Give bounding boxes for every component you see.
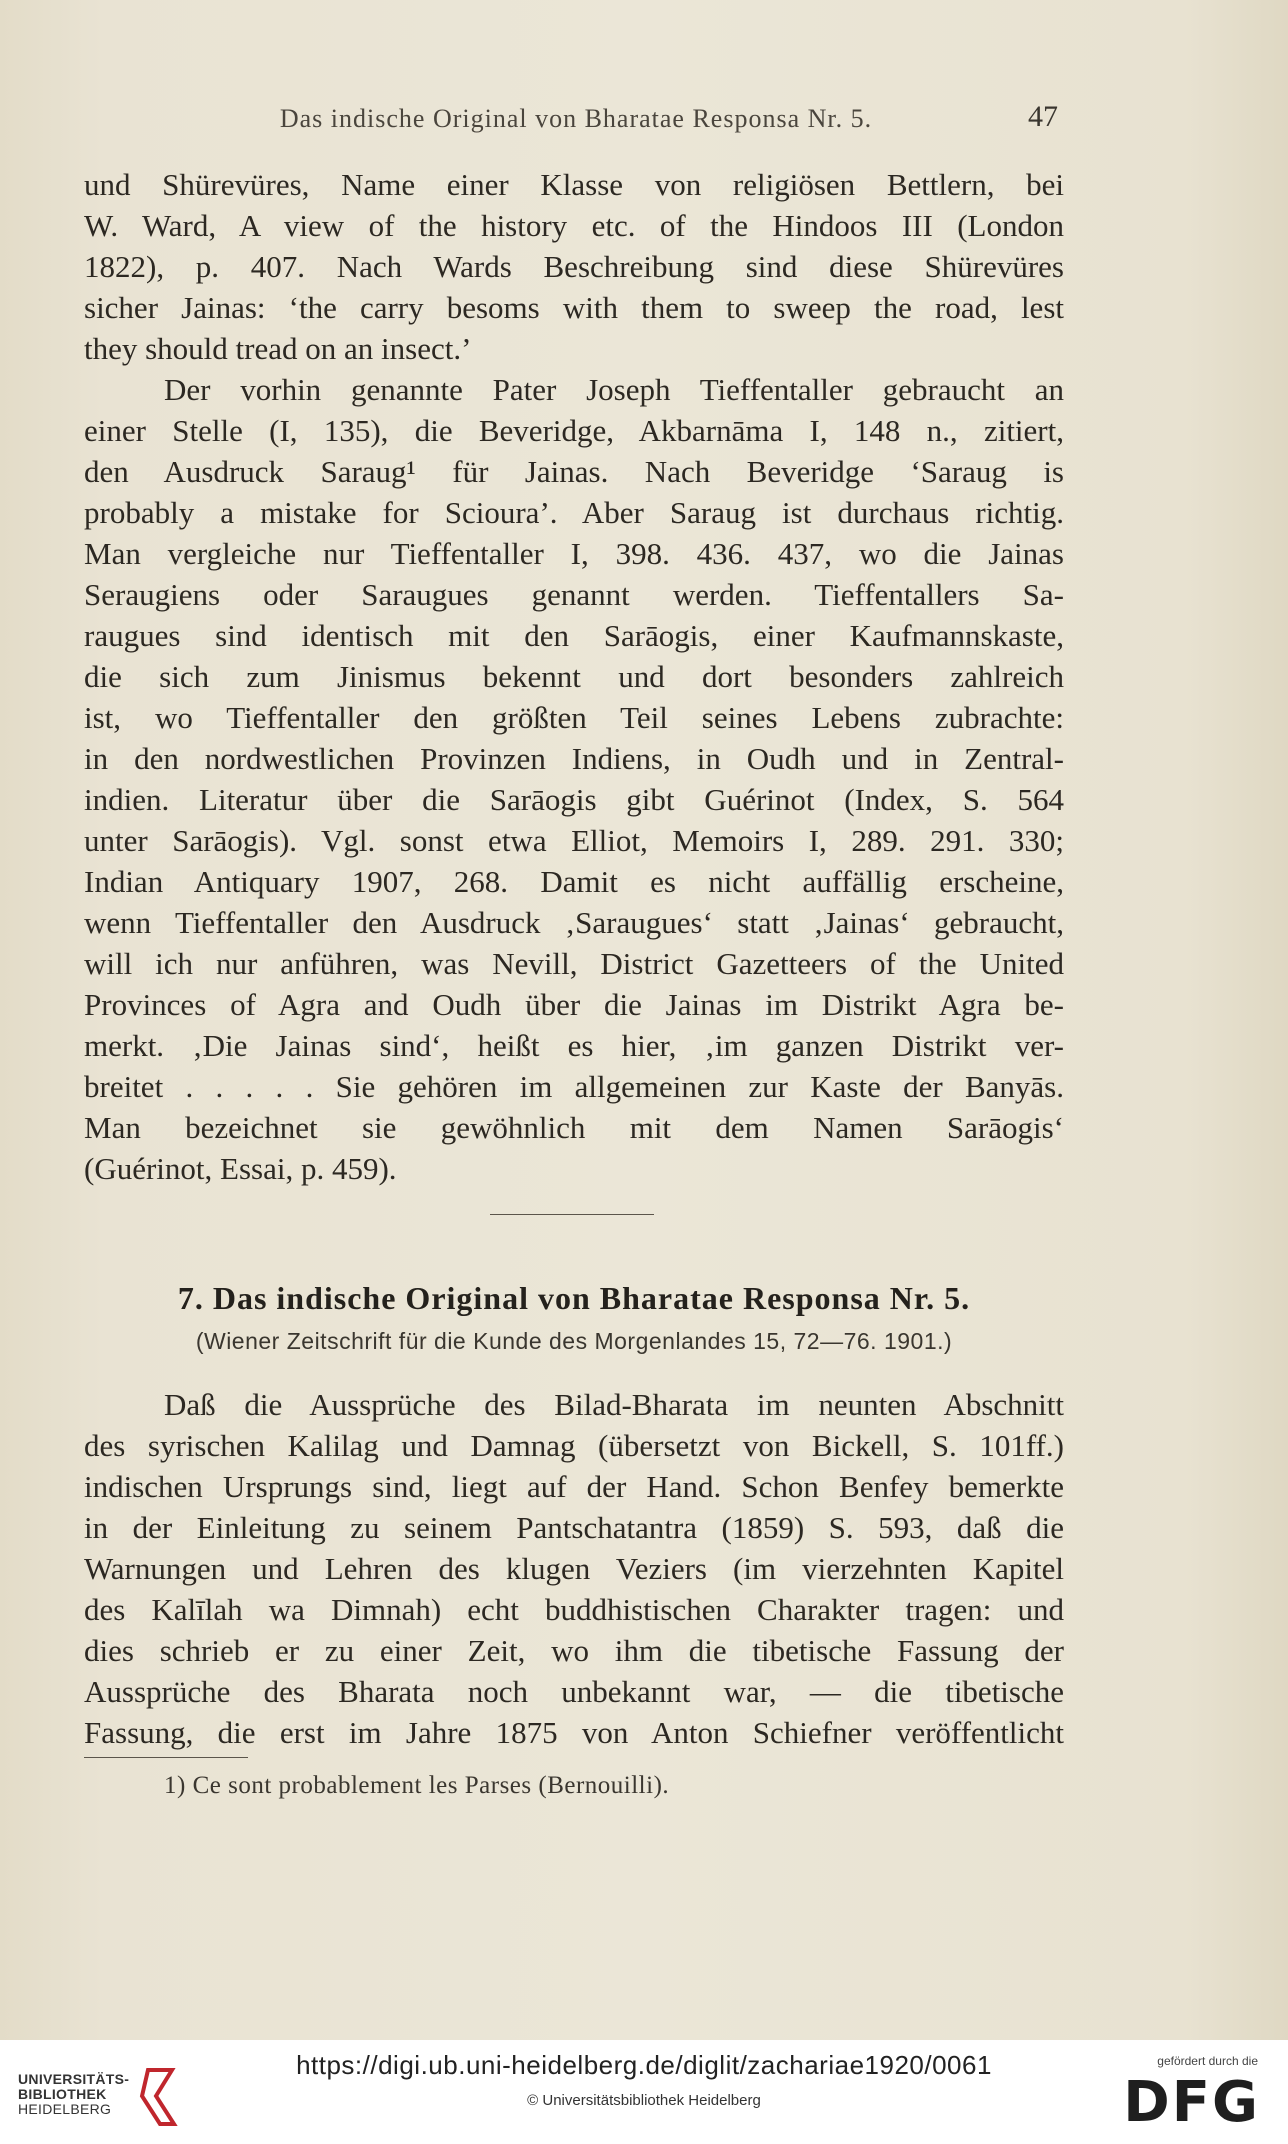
section-divider	[490, 1214, 654, 1215]
text-line: in der Einleitung zu seinem Pantschatantra (1859) S. 593, daß die	[84, 1510, 1064, 1545]
text-line: Der vorhin genannte Pater Joseph Tieffentaller gebraucht an	[164, 372, 1064, 407]
text-line: einer Stelle (I, 135), die Beveridge, Akbarnāma I, 148 n., zitiert,	[84, 413, 1064, 448]
text-line: und Shürevüres, Name einer Klasse von religiösen Bettlern, bei	[84, 167, 1064, 202]
text-line: ist, wo Tieffentaller den größten Teil seines Lebens zubrachte:	[84, 700, 1064, 735]
text-line: Aussprüche des Bharata noch unbekannt war, — die tibetische	[84, 1674, 1064, 1709]
text-line: will ich nur anführen, was Nevill, District Gazetteers of the United	[84, 946, 1064, 981]
text-line: Seraugiens oder Saraugues genannt werden. Tieffentallers Sa-	[84, 577, 1064, 612]
body-text-top	[84, 164, 1064, 1189]
text-line: indischen Ursprungs sind, liegt auf der Hand. Schon Benfey bemerkte	[84, 1469, 1064, 1504]
text-line: 1822), p. 407. Nach Wards Beschreibung sind diese Shürevüres	[84, 249, 1064, 284]
footnote: 1) Ce sont probablement les Parses (Bernouilli).	[164, 1772, 670, 1799]
viewer-footer	[0, 2040, 1288, 2144]
text-line: Provinces of Agra and Oudh über die Jainas im Distrikt Agra be-	[84, 987, 1064, 1022]
text-line: den Ausdruck Saraug¹ für Jainas. Nach Beveridge ‘Saraug is	[84, 454, 1064, 489]
text-line: Man bezeichnet sie gewöhnlich mit dem Namen Sarāogis‘	[84, 1110, 1064, 1145]
text-line: (Guérinot, Essai, p. 459).	[84, 1151, 397, 1186]
footnote-divider	[84, 1757, 248, 1758]
text-line: des syrischen Kalilag und Damnag (übersetzt von Bickell, S. 101ff.)	[84, 1428, 1064, 1463]
text-line: W. Ward, A view of the history etc. of the Hindoos III (London	[84, 208, 1064, 243]
text-line: probably a mistake for Scioura’. Aber Saraug ist durchaus richtig.	[84, 495, 1064, 530]
library-name-line2: BIBLIOTHEK	[18, 2086, 107, 2102]
text-line: raugues sind identisch mit den Sarāogis, einer Kaufmannskaste,	[84, 618, 1064, 653]
page-number: 47	[1028, 100, 1058, 133]
text-line: Fassung, die erst im Jahre 1875 von Anton Schiefner veröffentlicht	[84, 1715, 1064, 1750]
text-line: dies schrieb er zu einer Zeit, wo ihm die tibetische Fassung der	[84, 1633, 1064, 1668]
dfg-logo-icon: DFG	[1123, 2070, 1260, 2135]
running-head: Das indische Original von Bharatae Responsa Nr. 5.	[279, 104, 873, 133]
text-line: breitet . . . . . Sie gehören im allgemeinen zur Kaste der Banyās.	[84, 1069, 1064, 1104]
text-line: die sich zum Jinismus bekennt und dort besonders zahlreich	[84, 659, 1064, 694]
document-url-link[interactable]: https://digi.ub.uni-heidelberg.de/diglit/zachariae1920/0061	[296, 2050, 992, 2080]
text-line: merkt. ‚Die Jainas sind‘, heißt es hier, ‚im ganzen Distrikt ver-	[84, 1028, 1064, 1063]
text-line: Warnungen und Lehren des klugen Veziers (im vierzehnten Kapitel	[84, 1551, 1064, 1586]
text-line: they should tread on an insect.’	[84, 331, 472, 366]
text-line: wenn Tieffentaller den Ausdruck ‚Saraugues‘ statt ‚Jainas‘ gebraucht,	[84, 905, 1064, 940]
library-name-line1: UNIVERSITÄTS-	[18, 2071, 130, 2087]
section-title: 7. Das indische Original von Bharatae Responsa Nr. 5.	[177, 1280, 971, 1316]
text-line: unter Sarāogis). Vgl. sonst etwa Elliot, Memoirs I, 289. 291. 330;	[84, 823, 1064, 858]
text-line: des Kalīlah wa Dimnah) echt buddhistischen Charakter tragen: und	[84, 1592, 1064, 1627]
funder-caption: gefördert durch die	[1157, 2054, 1258, 2068]
body-text-bottom	[84, 1384, 1064, 1753]
copyright-notice: © Universitätsbibliothek Heidelberg	[527, 2092, 761, 2109]
library-name-line3: HEIDELBERG	[18, 2101, 112, 2117]
text-line: Daß die Aussprüche des Bilad-Bharata im neunten Abschnitt	[164, 1387, 1064, 1422]
text-line: indien. Literatur über die Sarāogis gibt Guérinot (Index, S. 564	[84, 782, 1064, 817]
section-subtitle: (Wiener Zeitschrift für die Kunde des Morgenlandes 15, 72—76. 1901.)	[195, 1328, 953, 1354]
text-line: sicher Jainas: ‘the carry besoms with them to sweep the road, lest	[84, 290, 1064, 325]
text-line: Indian Antiquary 1907, 268. Damit es nicht auffällig erscheine,	[84, 864, 1064, 899]
text-line: Man vergleiche nur Tieffentaller I, 398. 436. 437, wo die Jainas	[84, 536, 1064, 571]
text-line: in den nordwestlichen Provinzen Indiens, in Oudh und in Zentral-	[84, 741, 1064, 776]
